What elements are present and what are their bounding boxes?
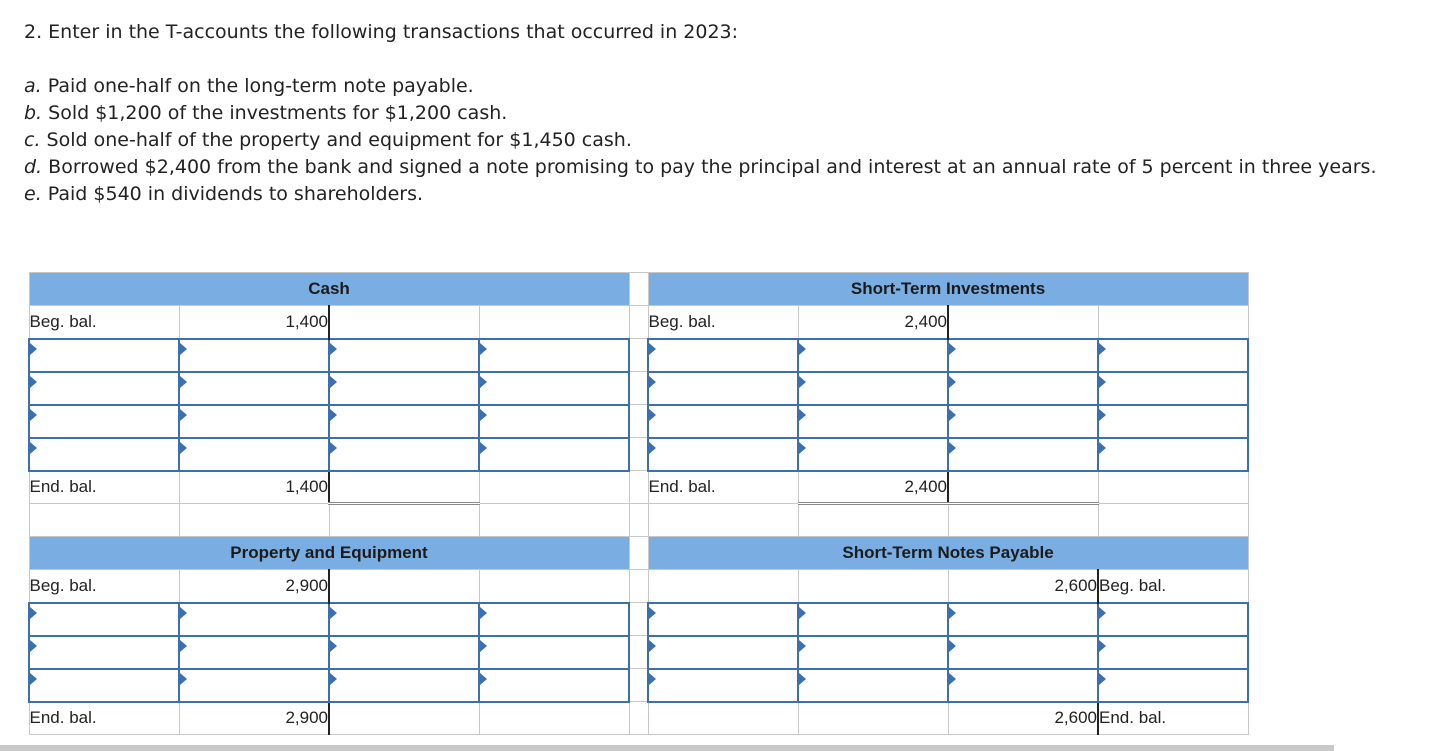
sti-entry-input[interactable] (798, 372, 948, 405)
sti-entry-input[interactable] (648, 372, 798, 405)
transaction-d: d. Borrowed $2,400 from the bank and signed a note promising to pay the principal and interest at an annual rate of 5 percent in three years. (24, 156, 1377, 178)
ppe-entry-input[interactable] (179, 603, 329, 636)
transaction-a: a. Paid one-half on the long-term note payable. (24, 75, 474, 97)
sti-entry-input[interactable] (1098, 405, 1248, 438)
sti-beg-value: 2,400 (798, 306, 948, 339)
sti-entry-input[interactable] (1098, 372, 1248, 405)
sti-entry-input[interactable] (798, 438, 948, 471)
sti-entry-input[interactable] (648, 438, 798, 471)
cash-account-title: Cash (29, 273, 629, 306)
sti-entry-input[interactable] (948, 438, 1098, 471)
cash-entry-input[interactable] (329, 372, 479, 405)
sti-end-value: 2,400 (798, 471, 948, 504)
transaction-b: b. Sold $1,200 of the investments for $1,200 cash. (24, 102, 508, 124)
cash-beg-label: Beg. bal. (29, 306, 179, 339)
stnp-entry-input[interactable] (648, 603, 798, 636)
cash-entry-input[interactable] (479, 339, 629, 372)
cash-entry-input[interactable] (329, 405, 479, 438)
cash-entry-input[interactable] (29, 339, 179, 372)
ppe-account-title: Property and Equipment (29, 537, 629, 570)
sti-entry-input[interactable] (1098, 438, 1248, 471)
ppe-entry-input[interactable] (479, 636, 629, 669)
stnp-account-title: Short-Term Notes Payable (648, 537, 1248, 570)
stnp-entry-input[interactable] (648, 669, 798, 702)
question-title: 2. Enter in the T-accounts the following transactions that occurred in 2023: (24, 21, 739, 43)
sti-entry-input[interactable] (948, 339, 1098, 372)
ppe-entry-input[interactable] (179, 636, 329, 669)
ppe-entry-input[interactable] (329, 636, 479, 669)
sti-entry-input[interactable] (948, 405, 1098, 438)
sti-entry-input[interactable] (1098, 339, 1248, 372)
cash-entry-input[interactable] (479, 438, 629, 471)
stnp-entry-input[interactable] (1098, 636, 1248, 669)
sti-entry-input[interactable] (948, 372, 1098, 405)
transaction-e: e. Paid $540 in dividends to shareholders. (24, 183, 424, 205)
stnp-end-value: 2,600 (948, 702, 1098, 735)
stnp-beg-label: Beg. bal. (1098, 570, 1248, 603)
stnp-end-label: End. bal. (1098, 702, 1248, 735)
cash-end-label: End. bal. (29, 471, 179, 504)
ppe-entry-input[interactable] (179, 669, 329, 702)
cash-entry-input[interactable] (29, 438, 179, 471)
horizontal-scrollbar[interactable] (0, 745, 1334, 751)
ppe-end-value: 2,900 (179, 702, 329, 735)
stnp-entry-input[interactable] (648, 636, 798, 669)
sti-entry-input[interactable] (798, 405, 948, 438)
stnp-entry-input[interactable] (1098, 603, 1248, 636)
ppe-entry-input[interactable] (479, 669, 629, 702)
sti-entry-input[interactable] (798, 339, 948, 372)
ppe-entry-input[interactable] (29, 603, 179, 636)
cash-entry-input[interactable] (479, 372, 629, 405)
stnp-entry-input[interactable] (798, 603, 948, 636)
stnp-entry-input[interactable] (948, 669, 1098, 702)
stnp-entry-input[interactable] (798, 669, 948, 702)
ppe-entry-input[interactable] (329, 603, 479, 636)
stnp-entry-input[interactable] (948, 603, 1098, 636)
ppe-end-label: End. bal. (29, 702, 179, 735)
stnp-entry-input[interactable] (948, 636, 1098, 669)
sti-entry-input[interactable] (648, 405, 798, 438)
question-prompt (24, 19, 1434, 208)
cash-entry-input[interactable] (329, 339, 479, 372)
cash-beg-value: 1,400 (179, 306, 329, 339)
cash-end-value: 1,400 (179, 471, 329, 504)
ppe-entry-input[interactable] (29, 669, 179, 702)
cash-entry-input[interactable] (179, 339, 329, 372)
ppe-beg-value: 2,900 (179, 570, 329, 603)
cash-entry-input[interactable] (29, 405, 179, 438)
cash-entry-input[interactable] (29, 372, 179, 405)
cash-entry-input[interactable] (479, 405, 629, 438)
sti-account-title: Short-Term Investments (648, 273, 1248, 306)
transaction-c: c. Sold one-half of the property and equipment for $1,450 cash. (24, 129, 632, 151)
cash-entry-input[interactable] (179, 438, 329, 471)
sti-entry-input[interactable] (648, 339, 798, 372)
stnp-entry-input[interactable] (798, 636, 948, 669)
t-accounts-table (28, 272, 1249, 735)
ppe-entry-input[interactable] (29, 636, 179, 669)
stnp-entry-input[interactable] (1098, 669, 1248, 702)
ppe-entry-input[interactable] (479, 603, 629, 636)
stnp-beg-value: 2,600 (948, 570, 1098, 603)
sti-beg-label: Beg. bal. (648, 306, 798, 339)
sti-end-label: End. bal. (648, 471, 798, 504)
cash-entry-input[interactable] (329, 438, 479, 471)
cash-entry-input[interactable] (179, 372, 329, 405)
ppe-beg-label: Beg. bal. (29, 570, 179, 603)
cash-entry-input[interactable] (179, 405, 329, 438)
ppe-entry-input[interactable] (329, 669, 479, 702)
